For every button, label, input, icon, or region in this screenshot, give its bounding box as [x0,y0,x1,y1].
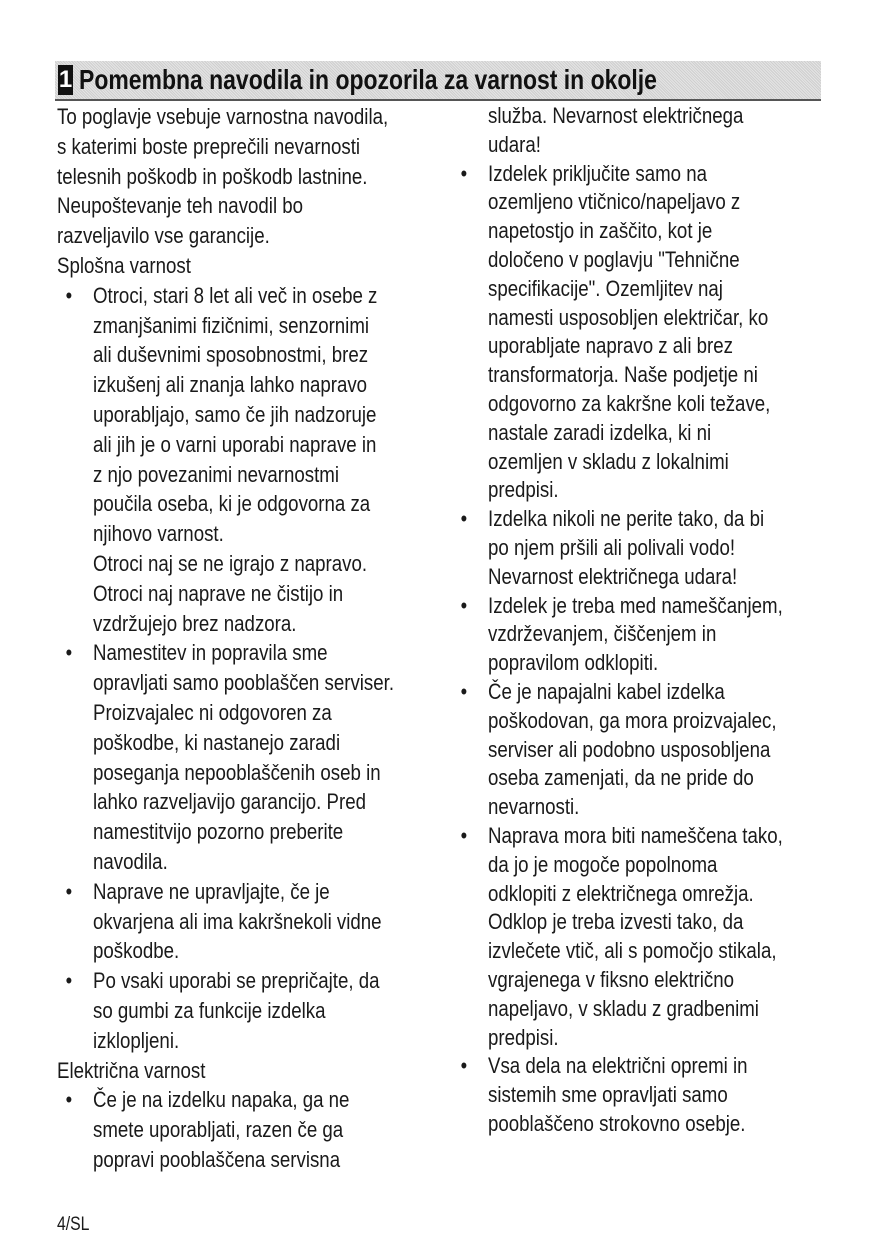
paragraph [57,102,457,251]
bullet-icon: • [65,878,73,904]
line-text: uporabljate napravo z ali brez [488,333,734,359]
text-line [93,936,395,966]
bullet-item [452,592,852,678]
text-line [488,188,790,217]
text-line [93,549,395,579]
subheading [57,251,457,281]
line-text: zmanjšanimi fizičnimi, senzornimi [93,312,370,338]
text-line [93,460,395,490]
line-text: z njo povezanimi nevarnostmi [93,461,340,487]
line-text: določeno v poglavju "Tehnične [488,246,740,272]
text-line [488,534,790,563]
line-text: vzdrževanjem, čiščenjem in [488,621,717,647]
text-line [488,275,790,304]
line-text: Neupoštevanje teh navodil bo [57,193,304,219]
line-text: poškodbe. [93,938,180,964]
bullet-item [452,1052,852,1138]
text-line [93,1115,395,1145]
line-text: ali duševnimi sposobnostmi, brez [93,342,369,368]
line-text: po njem pršili ali polivali vodo! [488,534,736,560]
line-text: da jo je mogoče popolnoma [488,851,718,877]
text-line [93,907,395,937]
text-line [93,430,395,460]
subheading [57,1056,457,1086]
line-text: poškodovan, ga mora proizvajalec, [488,707,777,733]
line-text: predpisi. [488,1024,559,1050]
text-line [460,1052,790,1081]
line-text: izvlečete vtič, ali s pomočjo stikala, [488,938,777,964]
bullet-item [452,678,852,822]
section-header [55,61,821,101]
text-line [488,102,790,131]
text-line [488,793,790,822]
text-line [65,281,395,311]
line-text: Po vsaki uporabi se prepričajte, da [93,968,380,994]
bullet-icon: • [460,822,468,848]
text-line [93,817,395,847]
line-text: so gumbi za funkcije izdelka [93,997,326,1023]
text-line [488,131,790,160]
line-text: To poglavje vsebuje varnostna navodila, [57,104,389,129]
bullet-item [57,638,457,876]
line-text: telesnih poškodb in poškodb lastnine. [57,163,368,189]
text-line [488,1081,790,1110]
bullet-icon: • [460,160,468,186]
line-text: specifikacije". Ozemljitev naj [488,275,723,301]
line-text: vgrajenega v fiksno električno [488,966,735,992]
line-text: serviser ali podobno usposobljena [488,736,771,762]
line-text: Električna varnost [57,1057,206,1083]
line-text: smete uporabljati, razen če ga [93,1117,344,1143]
bullet-icon: • [460,678,468,704]
line-text: Otroci naj naprave ne čistijo in [93,580,344,606]
bullet-icon: • [65,1087,73,1113]
text-line [460,592,790,621]
line-text: vzdržujejo brez nadzora. [93,610,297,636]
line-text: razveljavilo vse garancije. [57,223,270,249]
text-line [488,476,790,505]
text-line [488,304,790,333]
line-text: izklopljeni. [93,1027,180,1053]
text-line [93,311,395,341]
line-text: predpisi. [488,477,559,503]
text-line [65,638,395,668]
text-line [93,758,395,788]
text-line [488,563,790,592]
line-text: popravilom odklopiti. [488,650,659,676]
text-line [93,698,395,728]
bullet-icon: • [65,282,73,308]
line-text: poučila oseba, ki je odgovorna za [93,491,371,517]
line-text: ozemljen v skladu z lokalnimi [488,448,729,474]
line-text: napetostjo in zaščito, kot je [488,218,713,244]
line-text: sistemih sme opravljati samo [488,1082,728,1108]
text-line [93,996,395,1026]
line-text: ozemljeno vtičnico/napeljavo z [488,189,741,215]
line-text: poškodbe, ki nastanejo zaradi [93,729,341,755]
line-text: Izdelek priključite samo na [488,160,708,186]
bullet-icon: • [460,592,468,618]
text-line [93,668,395,698]
right-column [452,102,852,1139]
line-text: pooblaščeno strokovno osebje. [488,1110,746,1136]
text-line [93,1026,395,1056]
line-text: Namestitev in popravila sme [93,640,328,666]
text-line [93,787,395,817]
text-line [460,505,790,534]
text-line [65,877,395,907]
line-text: odklopiti z električnega omrežja. [488,880,754,906]
text-line [57,251,389,281]
bullet-item [57,877,457,966]
text-line [488,361,790,390]
section-number: 1 [58,66,73,93]
line-text: Naprava mora biti nameščena tako, [488,822,783,848]
bullet-item [57,966,457,1055]
text-line [93,400,395,430]
bullet-item [452,505,852,591]
line-text: služba. Nevarnost električnega [488,103,744,128]
bullet-icon: • [460,506,468,532]
text-line [488,937,790,966]
line-text: oseba zamenjati, da ne pride do [488,765,754,791]
bullet-icon: • [460,1053,468,1079]
text-line [488,1110,790,1139]
line-text: Odklop je treba izvesti tako, da [488,909,744,935]
text-line [93,728,395,758]
text-line [460,678,790,707]
line-text: Nevarnost električnega udara! [488,563,738,589]
bullet-icon: • [65,640,73,666]
line-text: Otroci naj se ne igrajo z napravo. [93,550,368,576]
bullet-item [57,1085,457,1174]
line-text: Vsa dela na električni opremi in [488,1053,748,1079]
text-line [65,966,395,996]
text-line [93,340,395,370]
text-line [488,851,790,880]
text-line [57,102,389,132]
line-text: s katerimi boste preprečili nevarnosti [57,133,361,159]
text-line [488,880,790,909]
text-line [57,221,389,251]
line-text: namesti usposobljen električar, ko [488,304,769,330]
line-text: lahko razveljavijo garancijo. Pred [93,789,367,815]
line-text: nastale zaradi izdelka, ki ni [488,419,712,445]
line-text: okvarjena ali ima kakršnekoli vidne [93,908,382,934]
line-text: Otroci, stari 8 let ali več in osebe z [93,282,378,308]
text-line [460,160,790,189]
text-line [57,132,389,162]
line-text: namestitvijo pozorno preberite [93,819,344,845]
text-line [57,162,389,192]
text-line [93,579,395,609]
line-text: opravljati samo pooblaščen serviser. [93,670,395,696]
line-text: ali jih je o varni uporabi naprave in [93,431,377,457]
text-line [93,489,395,519]
line-text: navodila. [93,848,168,874]
text-line [488,217,790,246]
text-line [93,370,395,400]
line-text: Izdelka nikoli ne perite tako, da bi [488,506,765,532]
text-line [488,736,790,765]
text-line [488,995,790,1024]
line-text: napeljavo, v skladu z gradbenimi [488,995,759,1021]
bullet-icon: • [65,968,73,994]
left-column [57,102,457,1175]
line-text: poseganja nepooblaščenih oseb in [93,759,381,785]
text-line [488,419,790,448]
text-line [488,908,790,937]
text-line [93,847,395,877]
line-text: udara! [488,131,541,157]
text-line [488,966,790,995]
text-line [93,1145,395,1175]
text-line [488,707,790,736]
text-line [57,191,389,221]
text-line [65,1085,395,1115]
text-line [93,609,395,639]
text-line [488,390,790,419]
text-line [57,1056,389,1086]
page-number: 4/SL [57,1214,90,1235]
paragraph [452,102,852,160]
text-line [488,332,790,361]
text-line [93,519,395,549]
text-line [488,649,790,678]
line-text: Izdelek je treba med nameščanjem, [488,592,783,618]
line-text: odgovorno za kakršne koli težave, [488,390,771,416]
bullet-item [57,281,457,639]
line-text: Če je napajalni kabel izdelka [488,678,725,704]
line-text: Naprave ne upravljajte, če je [93,878,330,904]
line-text: Če je na izdelku napaka, ga ne [93,1087,350,1113]
line-text: popravi pooblaščena servisna [93,1146,341,1172]
line-text: nevarnosti. [488,794,580,820]
bullet-item [452,160,852,506]
line-text: njihovo varnost. [93,521,224,547]
text-line [488,1024,790,1053]
text-line [488,764,790,793]
text-line [460,822,790,851]
line-text: transformatorja. Naše podjetje ni [488,362,758,388]
text-line [488,246,790,275]
line-text: Proizvajalec ni odgovoren za [93,699,332,725]
line-text: izkušenj ali znanja lahko napravo [93,372,368,398]
bullet-item [452,822,852,1052]
text-line [488,448,790,477]
section-title: Pomembna navodila in opozorila za varnost in okolje [79,64,657,95]
text-line [488,620,790,649]
line-text: Splošna varnost [57,252,191,278]
line-text: uporabljajo, samo če jih nadzoruje [93,401,377,427]
